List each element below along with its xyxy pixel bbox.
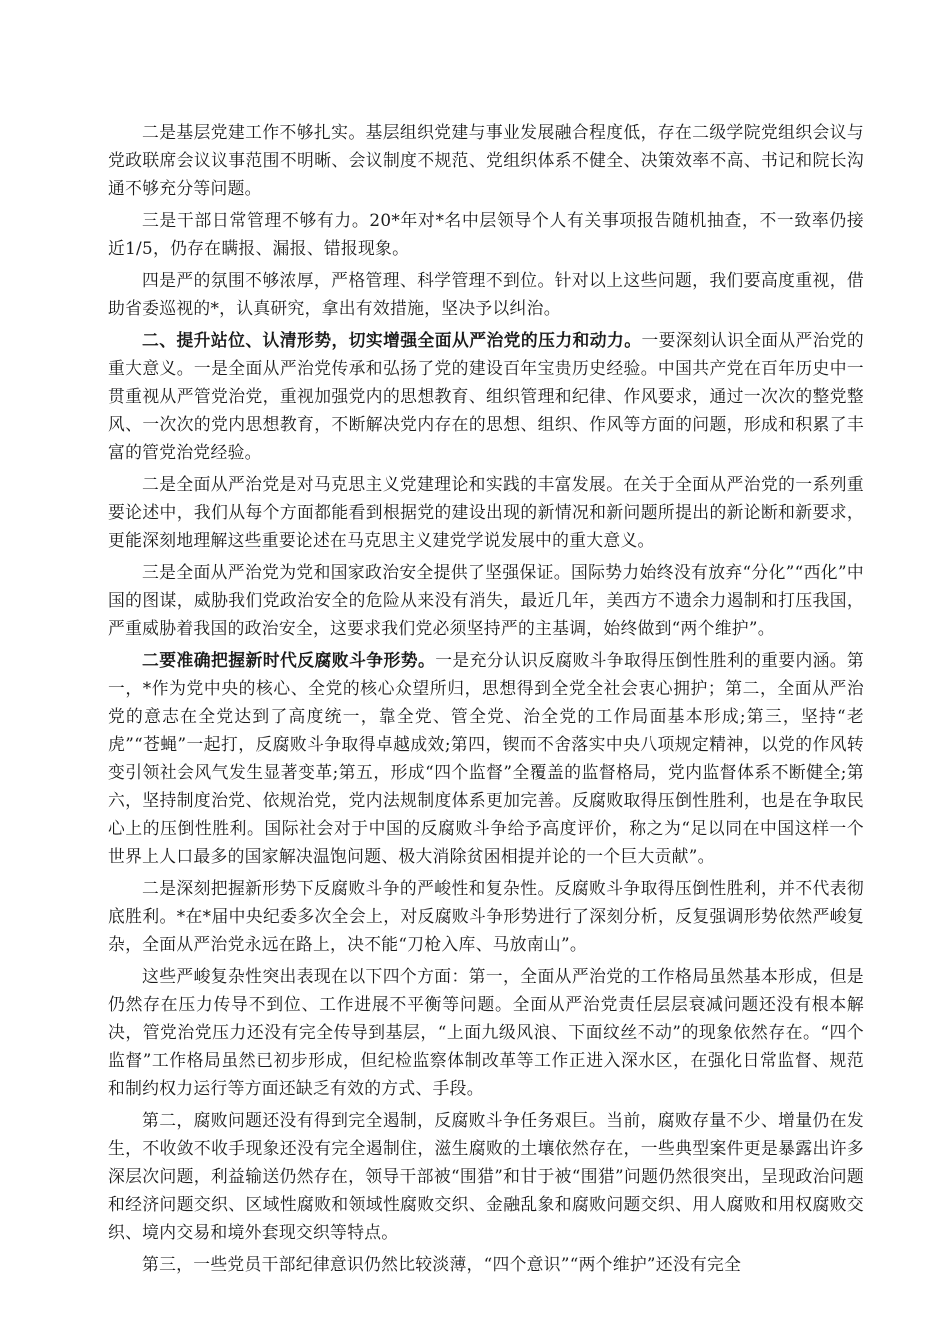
paragraph-9-text: 这些严峻复杂性突出表现在以下四个方面：第一，全面从严治党的工作格局虽然基本形成，但是仍然存在压力传导不到位、工作进展不平衡等问题。全面从严治党责任层层衰减问题还没有根本解决，管党治党压力还没有完全传导到基层，“上面九级风浪、下面纹丝不动”的现象依然存在。“四个监督”工作格局虽然已初步形成，但纪检监察体制改革等工作正进入深水区，在强化日常监督、规范和制约权力运行等方面还缺乏有效的方式、手段。	[108, 966, 864, 1098]
paragraph-3-text: 四是严的氛围不够浓厚，严格管理、科学管理不到位。针对以上这些问题，我们要高度重视，借助省委巡视的*，认真研究，拿出有效措施，坚决予以纠治。	[108, 270, 864, 318]
paragraph-6	[108, 558, 864, 642]
paragraph-7-text: 一是充分认识反腐败斗争取得压倒性胜利的重要内涵。第一，*作为党中央的核心、全党的核心众望所归，思想得到全党全社会衷心拥护；第二，全面从严治党的意志在全党达到了高度统一，靠全党、管全党、治全党的工作局面基本形成;第三，坚持“老虎”“苍蝇”一起打，反腐败斗争取得卓越成效;第四，锲而不舍落实中央八项规定精神，以党的作风转变引领社会风气发生显著变革;第五，形成“四个监督”全覆盖的监督格局，党内监督体系不断健全;第六，坚持制度治党、依规治党，党内法规制度体系更加完善。反腐败取得压倒性胜利，也是在争取民心上的压倒性胜利。国际社会对于中国的反腐败斗争给予高度评价，称之为“足以同在中国这样一个世界上人口最多的国家解决温饱问题、极大消除贫困相提并论的一个巨大贡献”。	[108, 650, 864, 866]
paragraph-7	[108, 646, 864, 870]
paragraph-5-text: 二是全面从严治党是对马克思主义党建理论和实践的丰富发展。在关于全面从严治党的一系列重要论述中，我们从每个方面都能看到根据党的建设出现的新情况和新问题所提出的新论断和新要求，更能深刻地理解这些重要论述在马克思主义建党学说发展中的重大意义。	[108, 474, 864, 550]
paragraph-3	[108, 266, 864, 322]
paragraph-4-text: 一要深刻认识全面从严治党的重大意义。一是全面从严治党传承和弘扬了党的建设百年宝贵历史经验。中国共产党在百年历史中一贯重视从严管党治党，重视加强党内的思想教育、组织管理和纪律、作风要求，通过一次次的整党整风、一次次的党内思想教育，不断解决党内存在的思想、组织、作风等方面的问题，形成和积累了丰富的管党治党经验。	[108, 330, 864, 462]
paragraph-2	[108, 206, 864, 262]
paragraph-10	[108, 1106, 864, 1246]
paragraph-10-text: 第二，腐败问题还没有得到完全遏制，反腐败斗争任务艰巨。当前，腐败存量不少、增量仍在发生，不收敛不收手现象还没有完全遏制住，滋生腐败的土壤依然存在，一些典型案件更是暴露出许多深层次问题，利益输送仍然存在，领导干部被“围猎”和甘于被“围猎”问题仍然很突出，呈现政治问题和经济问题交织、区域性腐败和领域性腐败交织、金融乱象和腐败问题交织、用人腐败和用权腐败交织、境内交易和境外套现交织等特点。	[108, 1110, 864, 1242]
paragraph-8	[108, 874, 864, 958]
paragraph-8-text: 二是深刻把握新形势下反腐败斗争的严峻性和复杂性。反腐败斗争取得压倒性胜利，并不代表彻底胜利。*在*届中央纪委多次全会上，对反腐败斗争形势进行了深刻分析，反复强调形势依然严峻复杂，全面从严治党永远在路上，决不能“刀枪入库、马放南山”。	[108, 878, 864, 954]
paragraph-4	[108, 326, 864, 466]
paragraph-5	[108, 470, 864, 554]
paragraph-2-text: 三是干部日常管理不够有力。20*年对*名中层领导个人有关事项报告随机抽查，不一致率仍接近1/5，仍存在瞒报、漏报、错报现象。	[108, 210, 864, 258]
paragraph-9	[108, 962, 864, 1102]
paragraph-1	[108, 118, 864, 202]
paragraph-11	[108, 1250, 864, 1278]
section-heading-2: 二、提升站位、认清形势，切实增强全面从严治党的压力和动力。	[142, 330, 642, 350]
subsection-heading-2: 二要准确把握新时代反腐败斗争形势。	[142, 650, 436, 670]
paragraph-1-text: 二是基层党建工作不够扎实。基层组织党建与事业发展融合程度低，存在二级学院党组织会议与党政联席会议议事范围不明晰、会议制度不规范、党组织体系不健全、决策效率不高、书记和院长沟通不够充分等问题。	[108, 122, 864, 198]
paragraph-11-text: 第三，一些党员干部纪律意识仍然比较淡薄，“四个意识”“两个维护”还没有完全	[142, 1254, 742, 1274]
paragraph-6-text: 三是全面从严治党为党和国家政治安全提供了坚强保证。国际势力始终没有放弃“分化”“西化”中国的图谋，威胁我们党政治安全的危险从来没有消失，最近几年，美西方不遗余力遏制和打压我国，严重威胁着我国的政治安全，这要求我们党必须坚持严的主基调，始终做到“两个维护”。	[108, 562, 864, 638]
